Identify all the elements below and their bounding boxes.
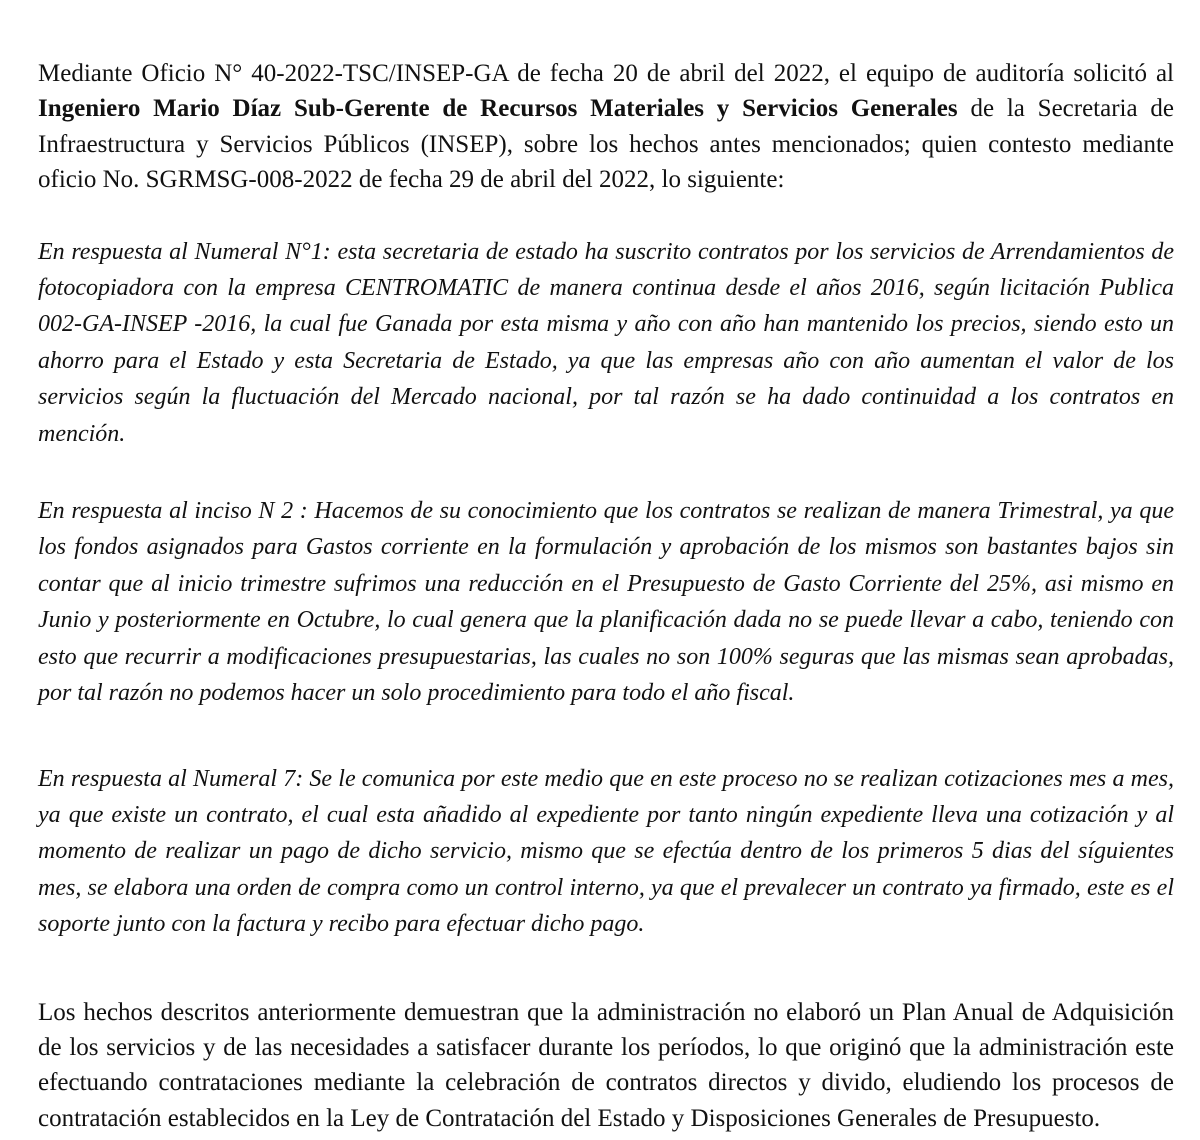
paragraph-request — [38, 56, 1174, 198]
paragraph-request-text-start: Mediante Oficio N° 40-2022-TSC/INSEP-GA de fecha 20 de abril del 2022, el equipo de auditoría solicitó al — [38, 60, 1174, 87]
paragraph-conclusion: Los hechos descritos anteriormente demuestran que la administración no elaboró un Plan Anual de Adquisición de los servicios y de las necesidades a satisfacer durante los períodos, lo que originó que la administración este efectuando contrataciones mediante la celebración de contratos directos y divido, eludiendo los procesos de contratación establecidos en la Ley de Contratación del Estado y Disposiciones Generales de Presupuesto. — [38, 998, 1174, 1132]
official-name-bold: Ingeniero Mario Díaz Sub-Gerente de Recursos Materiales y Servicios Generales — [38, 95, 958, 123]
document-page — [38, 56, 1174, 1136]
paragraph-response-inciso-2: En respuesta al inciso N 2 : Hacemos de su conocimiento que los contratos se realizan de manera Trimestral, ya que los fondos asignados para Gastos corriente en la formulación y aprobación de los mismos son bastantes bajos sin contar que al inicio trimestre sufrimos una reducción en el Presupuesto de Gasto Corriente del 25%, asi mismo en Junio y posteriormente en Octubre, lo cual genera que la planificación dada no se puede llevar a cabo, teniendo con esto que recurrir a modificaciones presupuestarias, las cuales no son 100% seguras que las mismas sean aprobadas, por tal razón no podemos hacer un solo procedimiento para todo el año fiscal. — [38, 498, 1174, 707]
paragraph-response-numeral-7: En respuesta al Numeral 7: Se le comunica por este medio que en este proceso no se realizan cotizaciones mes a mes, ya que existe un contrato, el cual esta añadido al expediente por tanto ningún expediente lleva una cotización y al momento de realizar un pago de dicho servicio, mismo que se efectúa dentro de los primeros 5 dias del síguientes mes, se elabora una orden de compra como un control interno, ya que el prevalecer un contrato ya firmado, este es el soporte junto con la factura y recibo para efectuar dicho pago. — [38, 765, 1174, 938]
paragraph-response-numeral-1: En respuesta al Numeral N°1: esta secretaria de estado ha suscrito contratos por los servicios de Arrendamientos de fotocopiadora con la empresa CENTROMATIC de manera continua desde el años 2016, según licitación Publica 002-GA-INSEP -2016, la cual fue Ganada por esta misma y año con año han mantenido los precios, siendo esto un ahorro para el Estado y esta Secretaria de Estado, ya que las empresas año con año aumentan el valor de los servicios según la fluctuación del Mercado nacional, por tal razón se ha dado continuidad a los contratos en mención. — [38, 238, 1174, 447]
paragraph-request-text-end: de la Secretaria de Infraestructura y Servicios Públicos (INSEP), sobre los hechos antes mencionados; quien contesto mediante oficio No. SGRMSG-008-2022 de fecha 29 de abril del 2022, lo siguiente: — [38, 95, 1174, 194]
